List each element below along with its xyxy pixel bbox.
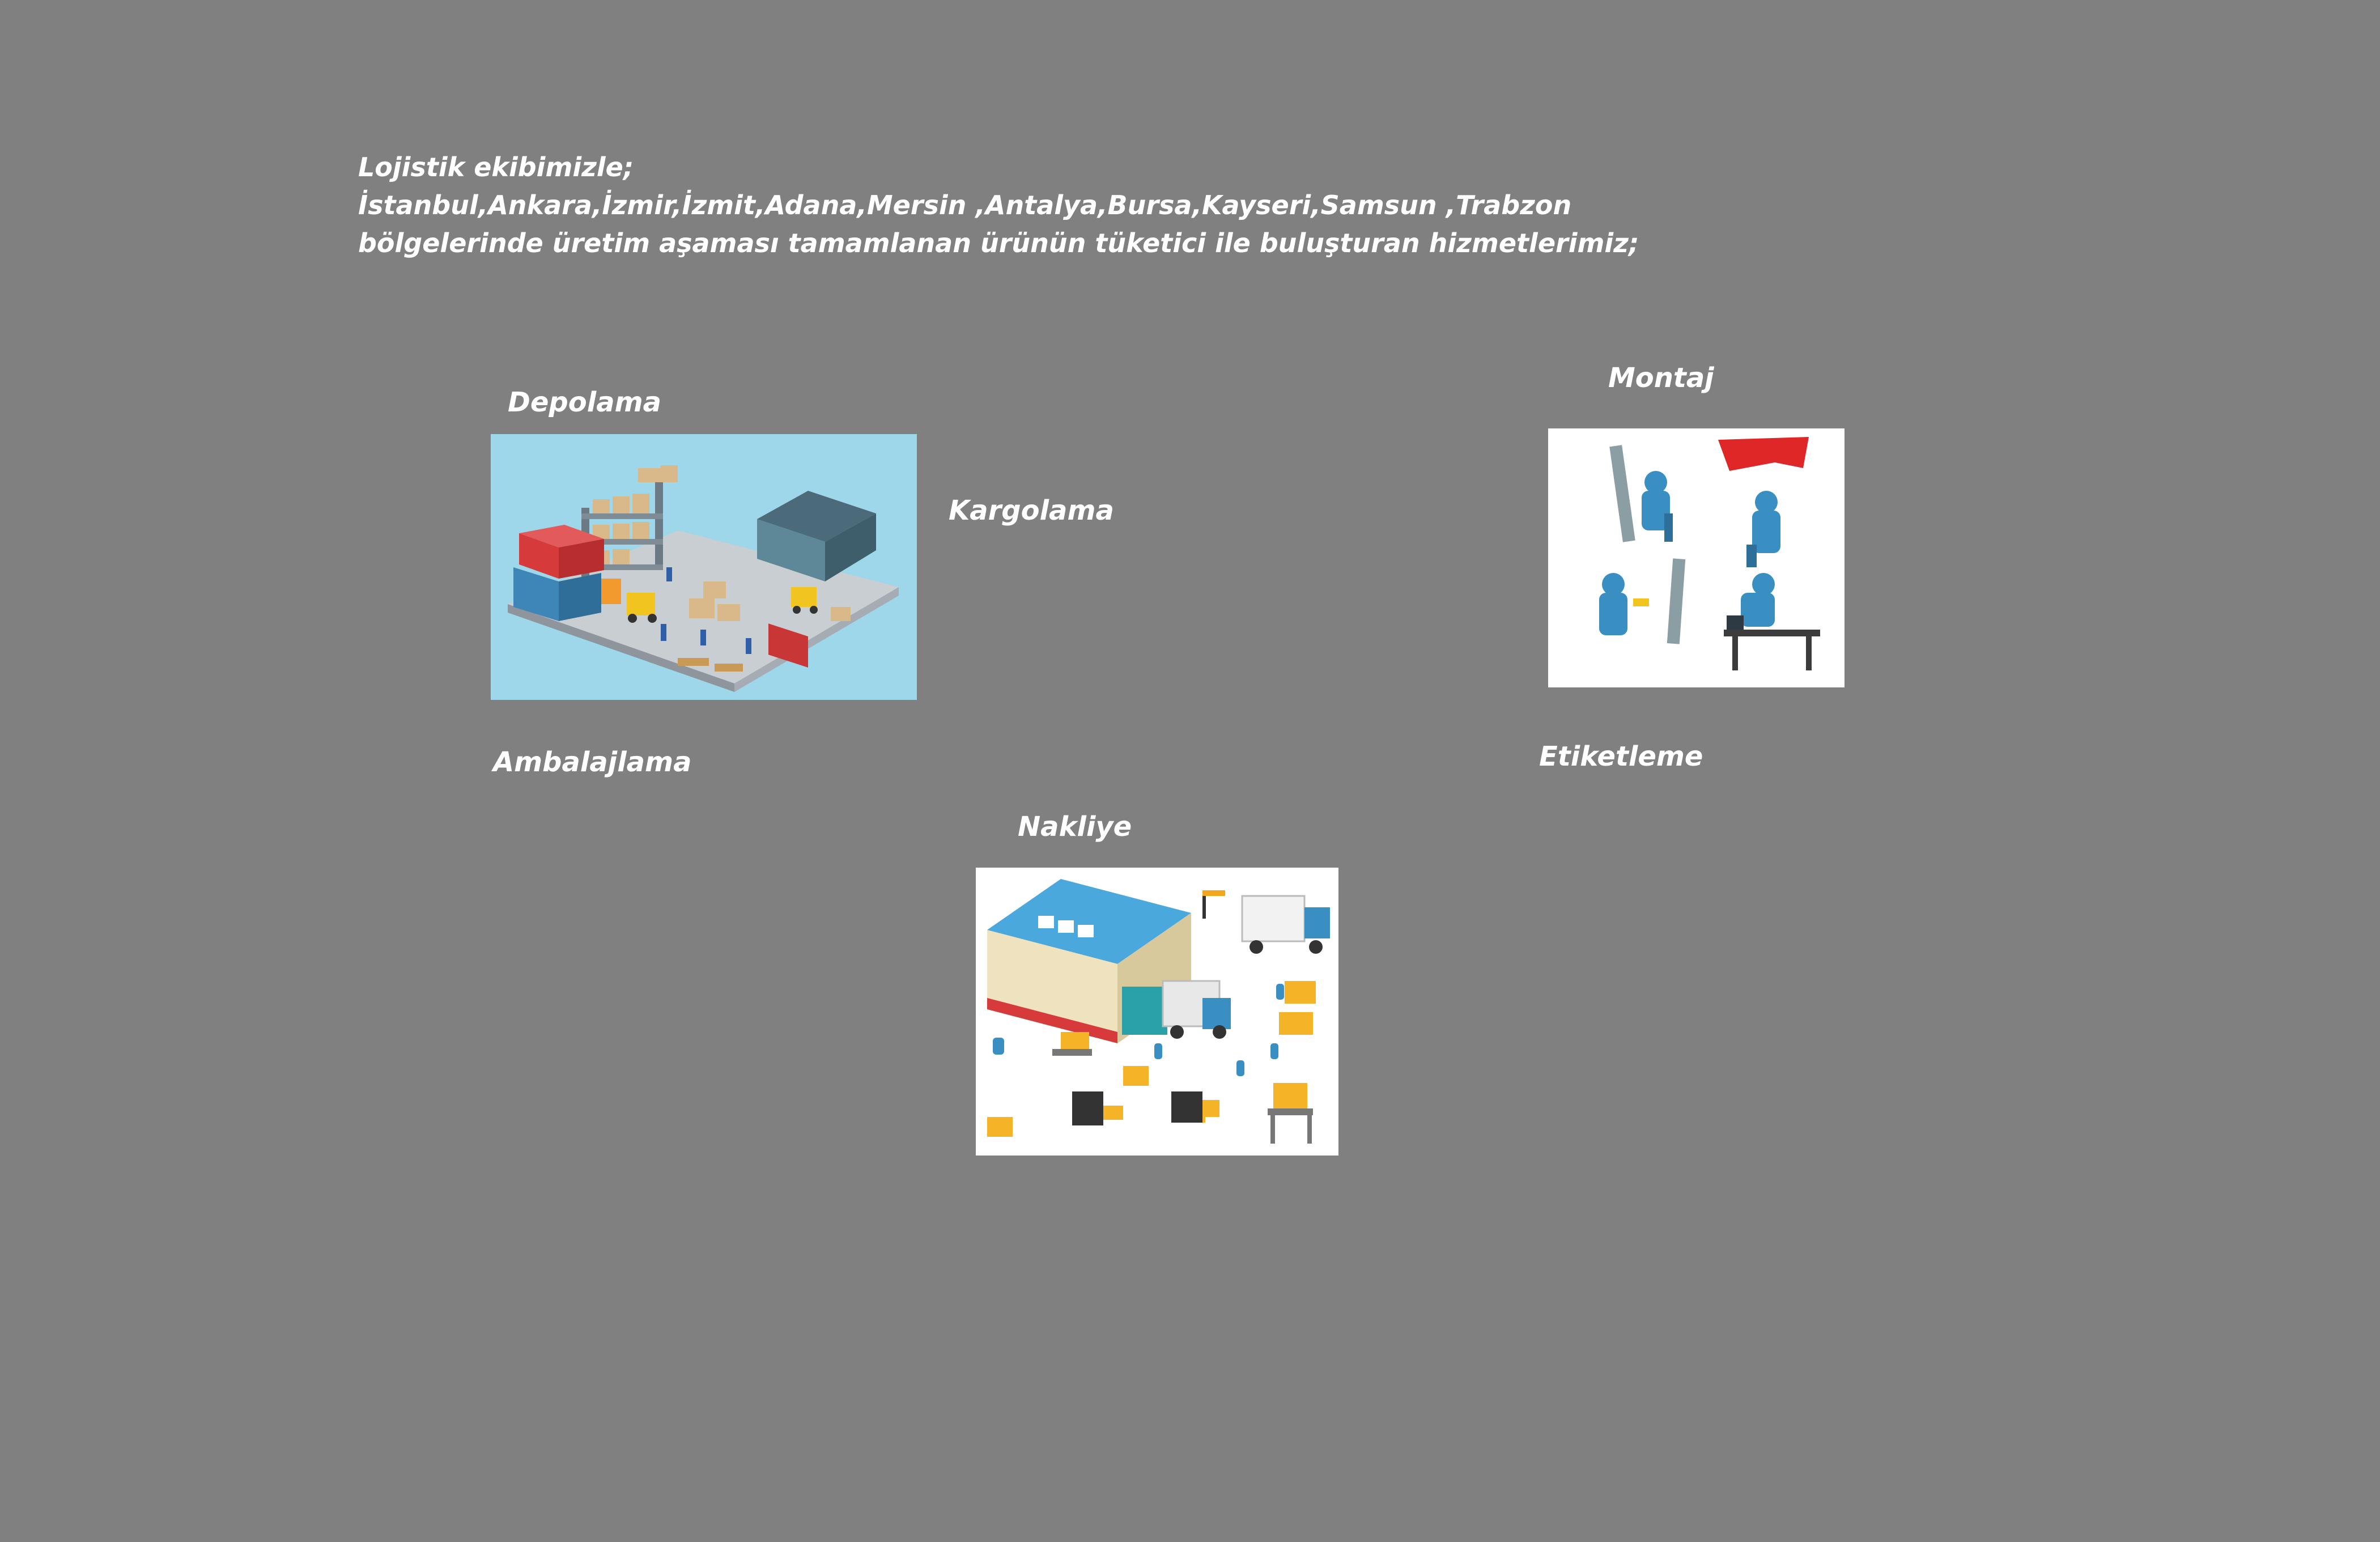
intro-line-3: bölgelerinde üretim aşaması tamamlanan ürünün tüketici ile buluşturan hizmetlerimiz;: [358, 228, 1639, 258]
intro-line-1: Lojistik ekibimizle;: [358, 152, 634, 182]
service-label-etiketleme: Etiketleme: [1539, 741, 1703, 772]
service-label-depolama: Depolama: [508, 386, 661, 418]
intro-line-2: İstanbul,Ankara,İzmir,İzmit,Adana,Mersin ,Antalya,Bursa,Kayseri,Samsun ,Trabzon: [358, 190, 1572, 220]
service-label-nakliye: Nakliye: [1018, 811, 1132, 843]
service-label-montaj: Montaj: [1608, 362, 1714, 394]
service-label-ambalajlama: Ambalajlama: [493, 746, 692, 778]
transport-illustration: [976, 868, 1338, 1156]
warehouse-illustration: [491, 434, 917, 700]
intro-text: [358, 148, 1639, 262]
service-label-kargolama: Kargolama: [949, 495, 1114, 526]
assembly-workers-illustration: [1548, 428, 1844, 687]
